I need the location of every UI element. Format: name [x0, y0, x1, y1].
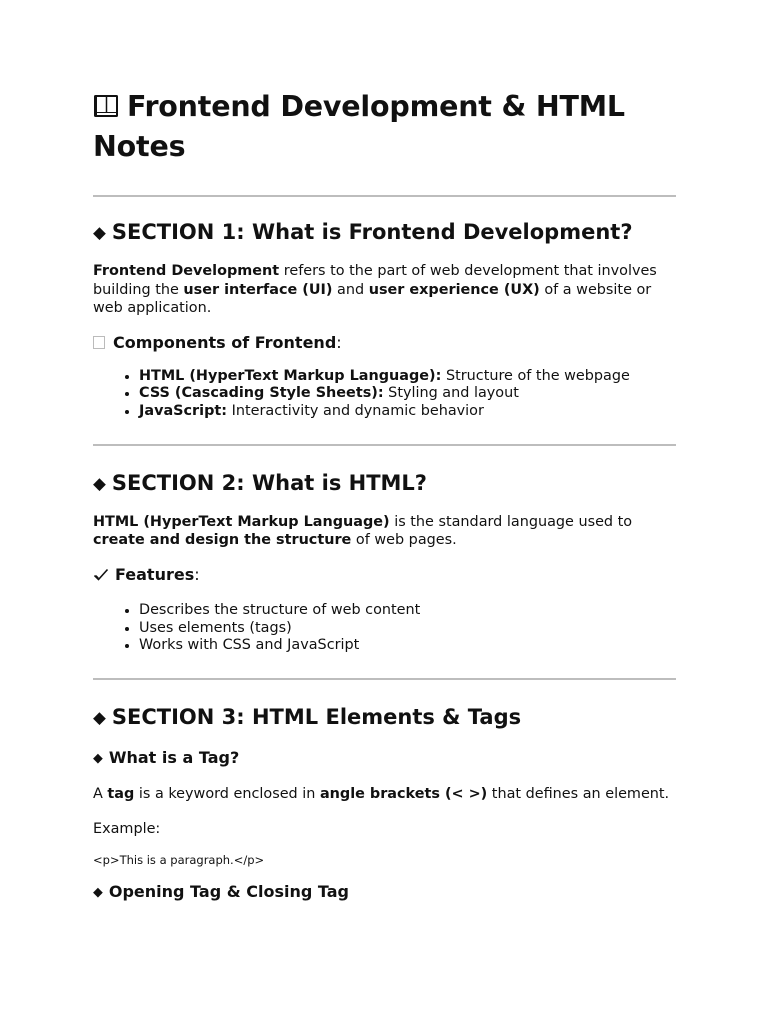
tag-definition: A tag is a keyword enclosed in angle brackets (< >) that defines an element. [93, 786, 670, 803]
book-icon [93, 90, 119, 128]
list-item: • JavaScript: Interactivity and dynamic behavior [139, 403, 676, 421]
components-heading: Components of Frontend: [93, 332, 676, 354]
features-list [93, 602, 676, 655]
page-title [93, 88, 676, 166]
example-label: Example: [93, 820, 161, 837]
diamond-icon: ◆ [93, 222, 106, 242]
check-icon [93, 566, 109, 588]
section-2-intro: HTML (HyperText Markup Language) is the standard language used to create and design the structure of web pages. [93, 513, 633, 549]
section-divider [93, 444, 676, 446]
section-divider [93, 195, 676, 197]
section-1-intro: Frontend Development refers to the part of web development that involves building the user interface (UI) and user experience (UX) of a website or web application. [93, 263, 657, 316]
section-3-heading: ◆ SECTION 3: HTML Elements & Tags [93, 705, 522, 730]
list-item: • HTML (HyperText Markup Language): Structure of the webpage [139, 368, 676, 386]
section-divider [93, 678, 676, 680]
components-list [93, 368, 676, 421]
document-content [93, 88, 676, 905]
list-item: • Works with CSS and JavaScript [139, 637, 676, 655]
list-item: • Uses elements (tags) [139, 620, 676, 638]
box-icon [93, 336, 105, 349]
section-1-heading: ◆ SECTION 1: What is Frontend Development? [93, 220, 633, 244]
features-heading: Features: [93, 564, 676, 588]
list-item: • CSS (Cascading Style Sheets): Styling and layout [139, 385, 676, 403]
page-title-text: Frontend Development & HTML Notes [93, 90, 625, 163]
diamond-icon: ◆ [93, 707, 106, 728]
diamond-icon: ◆ [93, 472, 106, 493]
list-item: • Describes the structure of web content [139, 602, 676, 620]
example-code: <p>This is a paragraph.</p> [93, 853, 265, 868]
diamond-icon: ◆ [93, 885, 103, 901]
what-is-tag-heading: ◆ What is a Tag? [93, 748, 240, 768]
section-2-heading: ◆ SECTION 2: What is HTML? [93, 470, 427, 495]
diamond-icon: ◆ [93, 751, 103, 767]
opening-closing-tag-heading: ◆ Opening Tag & Closing Tag [93, 882, 349, 902]
